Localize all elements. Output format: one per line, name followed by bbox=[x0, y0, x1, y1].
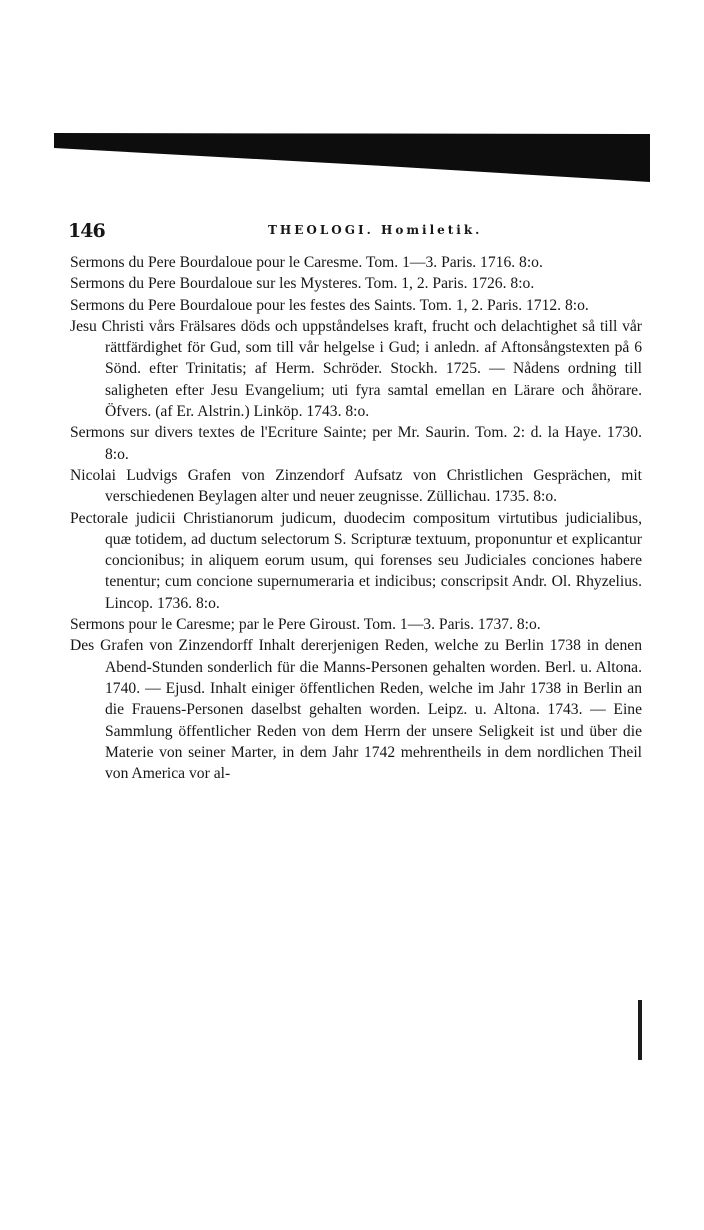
page-number: 146 bbox=[68, 220, 105, 242]
bibliography-entry: Des Grafen von Zinzendorff Inhalt dererjenigen Reden, welche zu Berlin 1738 in denen Abend-Stunden sonderlich für die Manns-Personen gehalten worden. Berl. u. Altona. 1740. — Ejusd. Inhalt einiger öffentlichen Reden, welche im Jahr 1738 in Berlin an die Frauens-Personen daselbst gehalten worden. Leipz. u. Altona. 1743. — Eine Sammlung öffentlicher Reden von dem Herrn der unsere Seligkeit ist und über die Materie von seiner Marter, in dem Jahr 1742 mehrentheils in dem nordlichen Theil von America vor al- bbox=[70, 637, 642, 783]
running-title: THEOLOGI. Homiletik. bbox=[268, 223, 483, 237]
bibliography-entry: Sermons pour le Caresme; par le Pere Giroust. Tom. 1—3. Paris. 1737. 8:o. bbox=[70, 616, 541, 634]
page-header bbox=[68, 220, 644, 244]
top-black-bar bbox=[54, 132, 650, 182]
bibliography-entry: Sermons sur divers textes de l'Ecriture Sainte; per Mr. Saurin. Tom. 2: d. la Haye. 1730. 8:o. bbox=[70, 424, 642, 463]
bibliography-entry: Nicolai Ludvigs Grafen von Zinzendorf Aufsatz von Christlichen Gesprächen, mit verschiedenen Beylagen alter und neuer zeugnisse. Züllichau. 1735. 8:o. bbox=[70, 466, 642, 506]
bibliography-entry: Sermons du Pere Bourdaloue pour les festes des Saints. Tom. 1, 2. Paris. 1712. 8:o. bbox=[70, 296, 589, 314]
bibliography-list bbox=[70, 252, 642, 784]
bibliography-entry: Pectorale judicii Christianorum judicum, duodecim compositum virtutibus judicialibus, quæ totidem, ad ductum selectorum S. Scripturæ textuum, proponuntur et explicantur concionibus; in aliquem eorum usum, qui forenses seu Judiciales conciones habere tenentur; cum concione supernumeraria et indicibus; conscripsit Andr. Ol. Rhyzelius. Lincop. 1736. 8:o. bbox=[70, 509, 642, 612]
bibliography-entry: Sermons du Pere Bourdaloue pour le Caresme. Tom. 1—3. Paris. 1716. 8:o. bbox=[70, 254, 543, 271]
bibliography-entry: Jesu Christi vårs Frälsares döds och uppståndelses kraft, frucht och delachtighet så till vår rättfärdighet för Gud, som till vår helgelse i Gud; i anledn. af Aftonsångstexten på 6 Sönd. efter Trinitatis; af Herm. Schröder. Stockh. 1725. — Nådens ordning till saligheten efter Jesu Evangelium; uti fyra samtal emellan en Lärare och åhörare. Öfvers. (af Er. Alstrin.) Linköp. 1743. 8:o. bbox=[70, 317, 642, 421]
margin-rule bbox=[638, 1000, 642, 1060]
bibliography-entry: Sermons du Pere Bourdaloue sur les Mysteres. Tom. 1, 2. Paris. 1726. 8:o. bbox=[70, 275, 535, 293]
